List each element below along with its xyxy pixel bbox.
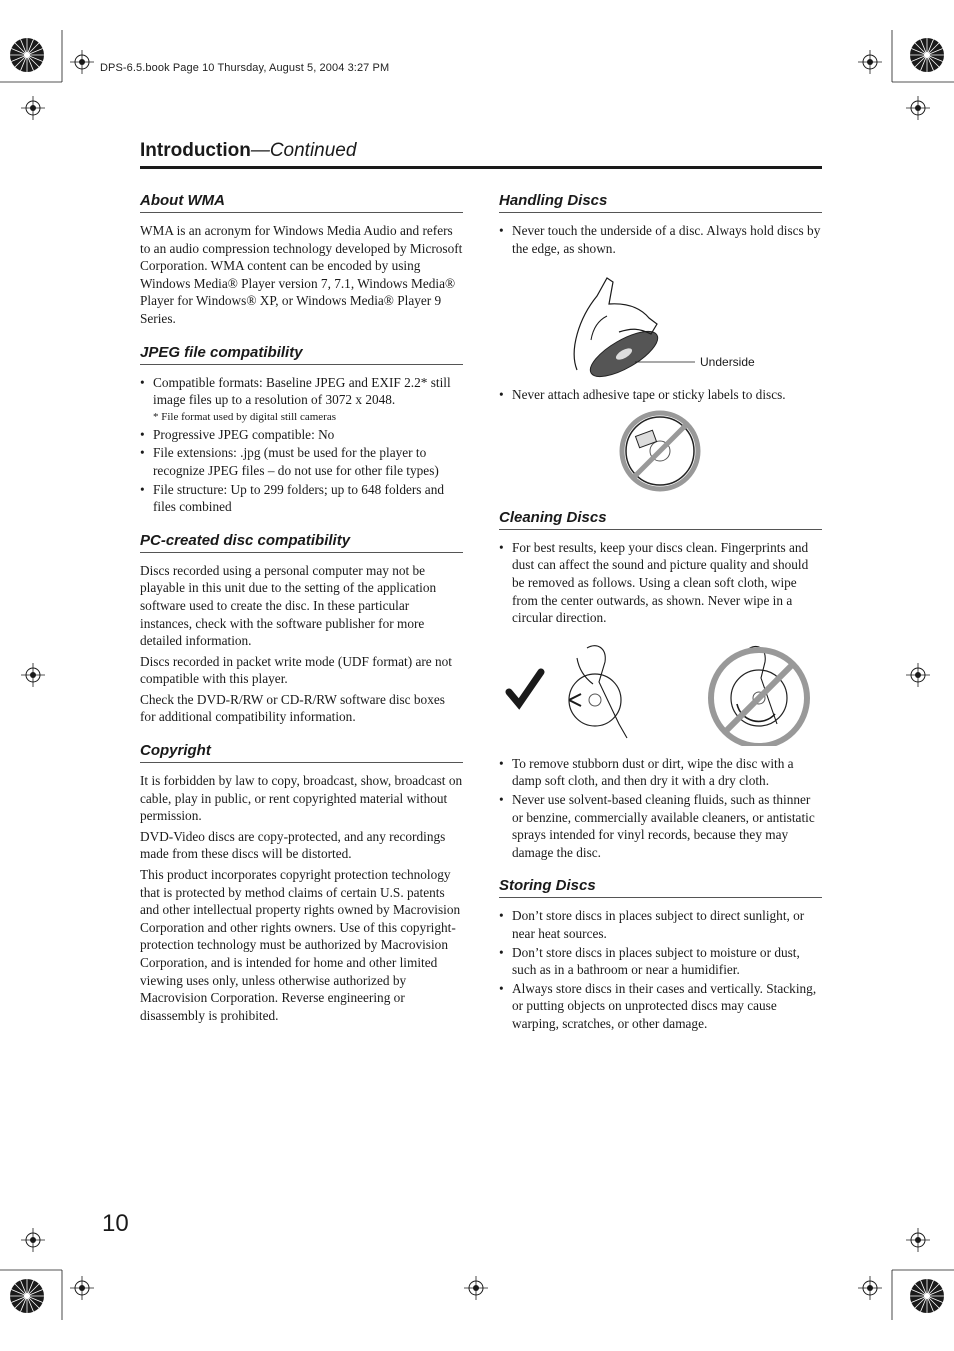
section-pc-disc <box>140 532 463 726</box>
page-header <box>140 140 822 164</box>
section-storing-discs <box>499 877 822 1032</box>
list-item: • File extensions: .jpg (must be used for the player to recognize JPEG files – do not use for other file types) <box>140 444 463 479</box>
list-item: • Never touch the underside of a disc. Always hold discs by the edge, as shown. <box>499 222 822 257</box>
section-heading: Cleaning Discs <box>499 509 822 530</box>
section-heading: Handling Discs <box>499 192 822 213</box>
section-copyright <box>140 742 463 1024</box>
paragraph: Discs recorded in packet write mode (UDF format) are not compatible with this player. <box>140 653 452 687</box>
list-item: • Never attach adhesive tape or sticky labels to discs. <box>499 386 822 404</box>
list-item: • Always store discs in their cases and vertically. Stacking, or putting objects on unprotected discs may cause warping, scratches, or other damage. <box>499 980 822 1033</box>
footnote: * File format used by digital still cameras <box>153 410 336 423</box>
list-item: • Don’t store discs in places subject to direct sunlight, or near heat sources. <box>499 907 822 942</box>
figure-label-underside: Underside <box>700 355 755 370</box>
cleaning-illustration <box>499 628 822 746</box>
paragraph: WMA is an acronym for Windows Media Audio and refers to an audio compression technology developed by Microsoft Corporation. WMA content can be encoded by using Windows Media® Player version 7, 7.1, Windows Media® Player for Windows® XP, or Windows Media® Player 9 Series. <box>140 223 463 326</box>
paragraph: This product incorporates copyright protection technology that is protected by method claims of certain U.S. patents and other intellectual property rights owned by Macrovision Corporation and other rights owners. Use of this copyright-protection technology must be authorized by Macrovision Corporation, and is intended for home and other limited viewing uses only, unless otherwise authorized by Macrovision Corporation. Reverse engineering or disassembly is prohibited. <box>140 867 461 1023</box>
section-handling-discs <box>499 192 822 493</box>
bullet-list <box>499 222 822 257</box>
list-item: • To remove stubborn dust or dirt, wipe the disc with a damp soft cloth, and then dry it with a dry cloth. <box>499 755 822 790</box>
bullet-list <box>140 374 463 516</box>
list-item: • Progressive JPEG compatible: No <box>140 426 463 444</box>
print-info: DPS-6.5.book Page 10 Thursday, August 5, 2004 3:27 PM <box>100 62 390 74</box>
paragraph: Check the DVD-R/RW or CD-R/RW software disc boxes for additional compatibility information. <box>140 691 445 725</box>
list-item: • For best results, keep your discs clean. Fingerprints and dust can affect the sound and picture quality and should be removed as follows. Using a clean soft cloth, wipe from the center outwards, as shown. Never wipe in a circular direction. <box>499 539 822 627</box>
section-heading: PC-created disc compatibility <box>140 532 463 553</box>
left-column <box>140 192 463 1040</box>
section-heading: JPEG file compatibility <box>140 344 463 365</box>
page-number: 10 <box>102 1210 129 1237</box>
no-labels-figure <box>499 405 822 493</box>
bullet-list <box>499 386 822 404</box>
section-heading: Copyright <box>140 742 463 763</box>
section-heading: Storing Discs <box>499 877 822 898</box>
bullet-list <box>499 755 822 862</box>
no-sticker-icon <box>499 405 822 493</box>
list-item: • File structure: Up to 299 folders; up to 648 folders and files combined <box>140 481 463 516</box>
section-heading: About WMA <box>140 192 463 213</box>
header-rule <box>140 166 822 169</box>
paragraph: DVD-Video discs are copy-protected, and any recordings made from these discs will be distorted. <box>140 828 446 862</box>
bullet-list <box>499 539 822 627</box>
paragraph: It is forbidden by law to copy, broadcast, show, broadcast on cable, play in public, or rent copyrighted material without permission. <box>140 773 463 824</box>
hand-holding-disc-illustration <box>499 258 822 380</box>
paragraph: Discs recorded using a personal computer may not be playable in this unit due to the setting of the application software used to create the disc. In these particular instances, check with the software publisher for more detailed information. <box>140 562 437 649</box>
section-cleaning-discs <box>499 509 822 862</box>
header-title: Introduction <box>140 140 251 161</box>
disc-handling-figure <box>499 258 822 380</box>
section-about-wma <box>140 192 463 328</box>
list-item: • Don’t store discs in places subject to moisture or dust, such as in a bathroom or near a humidifier. <box>499 944 822 979</box>
section-jpeg <box>140 344 463 516</box>
right-column <box>499 192 822 1048</box>
list-item: • Never use solvent-based cleaning fluids, such as thinner or benzine, commercially available cleaners, or antistatic sprays intended for vinyl records, because they may damage the disc. <box>499 791 822 861</box>
cleaning-figure <box>499 628 822 746</box>
checkmark-icon <box>509 672 541 704</box>
header-subtitle: —Continued <box>250 140 357 161</box>
bullet-list <box>499 907 822 1032</box>
list-item: • Compatible formats: Baseline JPEG and EXIF 2.2* still image files up to a resolution of 3072 x 2048. <box>140 374 463 409</box>
